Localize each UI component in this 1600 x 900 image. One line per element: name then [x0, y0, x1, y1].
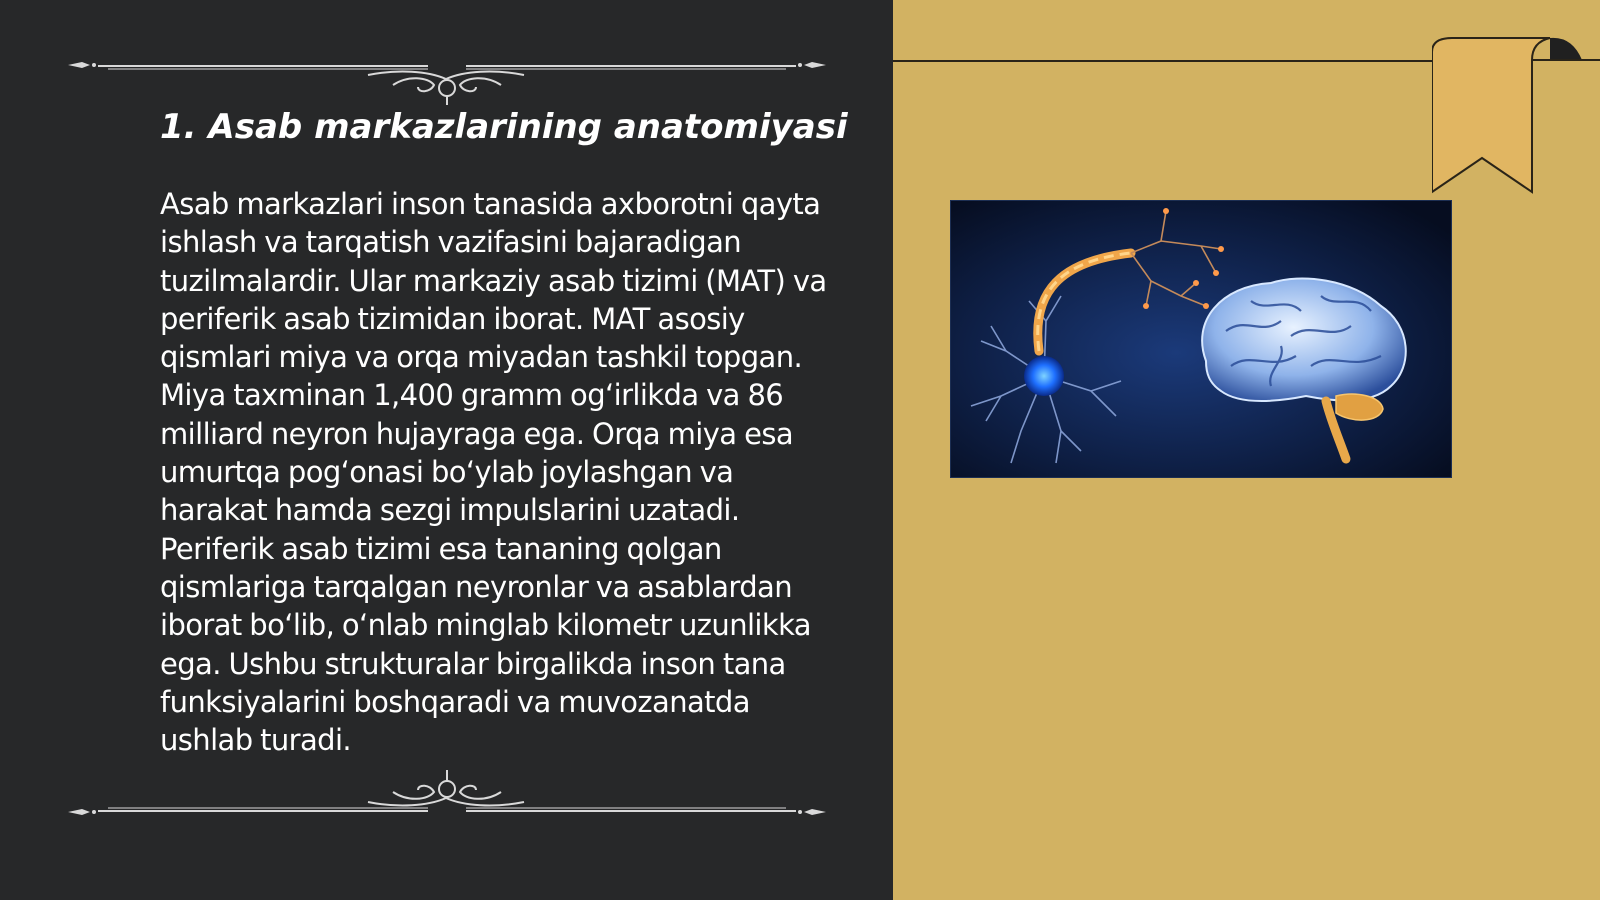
- neuron-brain-image: [950, 200, 1452, 478]
- body-paragraph: Asab markazlari inson tanasida axborotni qayta ishlash va tarqatish vazifasini bajaradigan tuzilmalardir. Ular markaziy asab tizimi (MAT) va periferik asab tizimidan iborat. MAT asosiy qismlari miya va orqa miyadan tashkil topgan. Miya taxminan 1,400 gramm og‘irlikda va 86 milliard neyron hujayraga ega. Orqa miya esa umurtqa pog‘onasi bo‘ylab joylashgan va harakat hamda sezgi impulslarini uzatadi. Periferik asab tizimi esa tananing qolgan qismlariga tarqalgan neyronlar va asablardan iborat bo‘lib, o‘nlab minglab kilometr uzunlikka ega. Ushbu strukturalar birgalikda inson tana funksiyalarini boshqaradi va muvozanatda ushlab turadi.: [160, 187, 827, 758]
- header-rule-line: [893, 60, 1438, 62]
- top-ornament-divider: [68, 45, 826, 105]
- slide-title: 1. Asab markazlarining anatomiyasi: [160, 107, 848, 147]
- bookmark-ribbon-icon: [1432, 34, 1600, 200]
- bottom-ornament-divider: [68, 770, 826, 830]
